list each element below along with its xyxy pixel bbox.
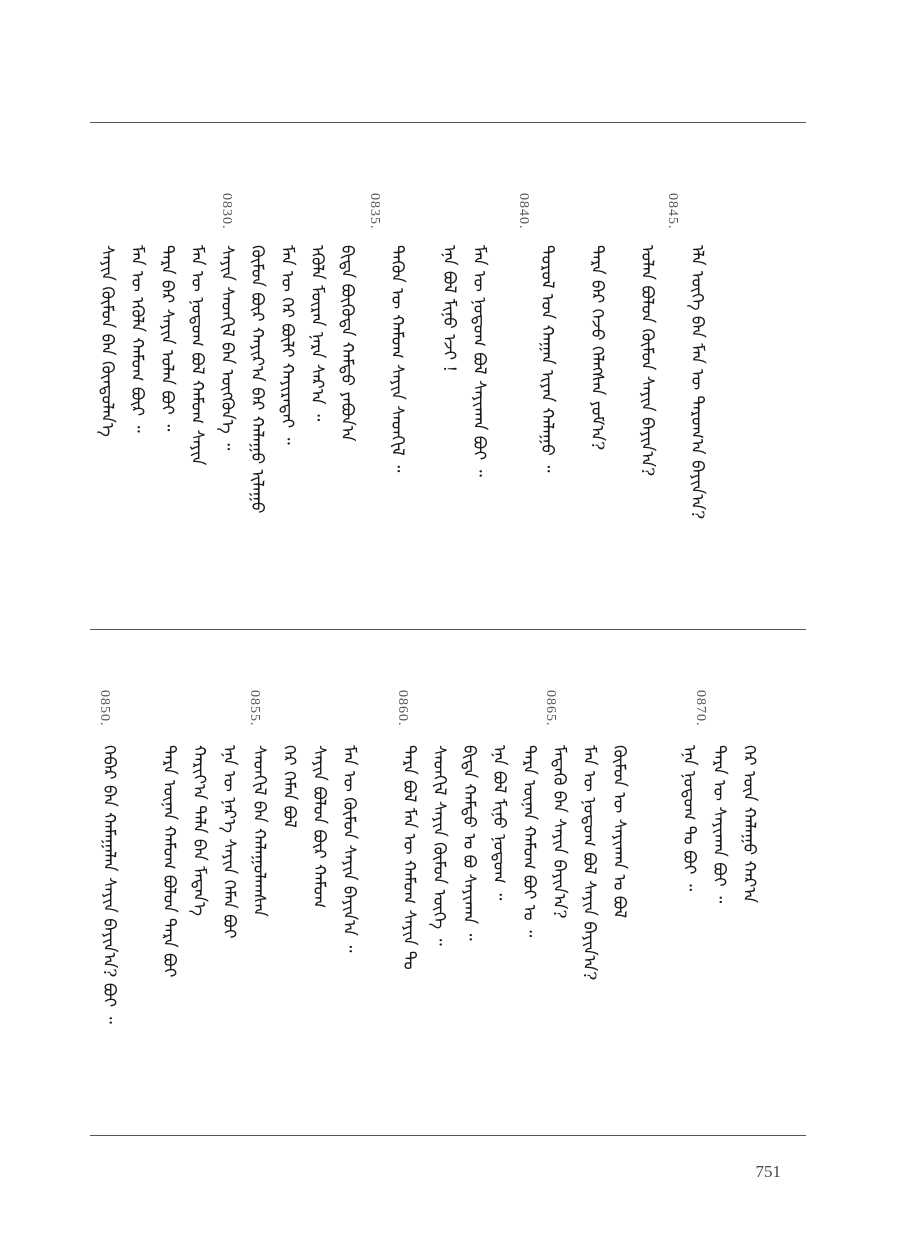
middle-rule [90, 629, 806, 630]
text-column: ᠮᠠᠨ ᠦ ᠡᠭᠦᠯᠡ ᠬᠠᠮᠤᠭ ᠪᠦᠷ ᠃ [127, 245, 147, 433]
text-column: ᠮᠠᠨ ᠦ ᠨᠤᠲᠤᠭ ᠪᠤᠯ ᠰᠠᠶᠢᠬᠠᠨ ᠪᠤᠢ ᠃ [469, 245, 489, 477]
text-column: ᠪᠢᠳᠡ ᠬᠠᠮᠲᠤ ᠣ ᠪᠤ ᠰᠠᠶᠢᠬᠠᠨ ᠃ [459, 745, 479, 941]
text-column: ᠡᠨᠡ ᠦ ᠨᠡᠷ᠎ᠡ ᠰᠠᠶᠢᠨ ᠬᠡᠮᠡᠨ ᠪᠤᠢ [219, 745, 239, 939]
line-number: 0835. [367, 193, 382, 230]
text-column: ᠲᠤᠷᠤᠯ ᠤᠨ ᠬᠠᠭᠠᠨ ᠢᠶᠡᠨ ᠬᠠᠯᠠᠭᠤ ᠃ [537, 245, 557, 473]
text-column: ᠮᠠᠨ ᠦ ᠨᠤᠲᠤᠭ ᠪᠤᠯ ᠰᠠᠶᠢᠨ ᠪᠠᠶᠢᠨ᠎ᠠ? [579, 745, 599, 981]
line-number: 0870. [693, 690, 708, 727]
line-number: 0850. [97, 690, 112, 727]
text-column: ᠬᠠᠷᠢᠶ᠎ᠠ ᠲᠠᠯᠠ ᠪᠠᠨ ᠮᠡᠳᠡᠨ᠎ᠡ [189, 745, 209, 916]
line-number: 0830. [219, 193, 234, 230]
line-number: 0860. [395, 690, 410, 727]
text-column: ᠰᠡᠳᠬᠢᠯ ᠪᠡᠨ ᠬᠠᠯᠠᠭᠤᠯᠠᠭᠰᠠᠨ [249, 745, 269, 917]
text-column: ᠰᠠᠶᠢᠨ ᠬᠥᠮᠦᠨ ᠪᠡᠨ ᠬᠦᠨᠳᠦᠯᠡᠨ᠎ᠡ [97, 245, 117, 437]
text-column: ᠡᠯᠡ ᠦᠭᠡ ᠪᠡᠨ ᠮᠠᠨ ᠦ ᠳᠠᠷᠤᠭ᠎ᠠ ᠪᠠᠶᠢᠨ᠎ᠠ? [687, 245, 707, 520]
top-rule [90, 122, 806, 123]
text-column: ᠮᠠᠨ ᠦ ᠭᠡᠷ ᠪᠦᠯᠢ ᠬᠠᠶᠢᠷᠠᠲᠠᠶ ᠃ [277, 245, 297, 445]
text-column: ᠲᠡᠷᠡ ᠦᠨᠡᠨ ᠬᠠᠮᠤᠭ ᠪᠤᠯᠤᠨ ᠲᠡᠷᠡ ᠪᠤᠢ [159, 745, 179, 978]
text-column: ᠪᠢᠳᠡ ᠪᠦᠭᠦᠳᠡ ᠬᠠᠮᠲᠤ ᠶᠠᠪᠤᠨ᠎ᠠ [337, 245, 357, 442]
text-column: ᠡᠨᠡ ᠨᠤᠲᠤᠭ ᠲᠤ ᠪᠤᠢ ᠃ [679, 745, 699, 892]
text-column: ᠬᠦᠮᠦᠨ ᠦ ᠰᠠᠶᠢᠬᠠᠨ ᠣ ᠪᠤᠯ [609, 745, 629, 919]
text-column: ᠮᠠᠨ ᠦ ᠨᠤᠲᠤᠭ ᠪᠤᠯ ᠬᠠᠮᠤᠭ ᠰᠠᠶᠢᠨ [187, 245, 207, 466]
text-column: ᠡᠨᠡ ᠪᠤᠯ ᠮᠢᠨᠤ ᠨᠤᠲᠤᠭ ᠃ [489, 745, 509, 901]
line-number: 0845. [665, 193, 680, 230]
text-column: ᠰᠡᠳᠬᠢᠯ ᠰᠠᠶᠢᠨ ᠬᠥᠮᠦᠨ ᠦᠭᠡ ᠃ [429, 745, 449, 946]
line-number: 0855. [247, 690, 262, 727]
text-column: ᠲᠡᠷᠡ ᠪᠡᠷ ᠭᠡᠵᠦ ᠬᠡᠯᠡᠭᠰᠡᠨ ᠶᠤᠮ᠎ᠠ? [587, 245, 607, 451]
page-number: 751 [755, 1162, 781, 1181]
text-column: ᠰᠠᠶᠢᠨ ᠰᠡᠳᠬᠢᠯ ᠪᠡᠨ ᠥᠭᠭᠦᠨ᠎ᠡ ᠃ [217, 245, 237, 451]
text-column: ᠬᠡᠪᠡᠷ ᠪᠡᠨ ᠬᠠᠮᠠᠭᠠᠯᠠᠨ ᠰᠠᠶᠢᠨ ᠪᠠᠶᠢᠨ᠎ᠠ? ᠪᠤᠢ ᠃ [99, 745, 119, 1024]
text-column: ᠣᠯᠠᠨ ᠪᠤᠯᠤᠨ ᠬᠥᠮᠦᠨ ᠰᠠᠶᠢᠨ ᠪᠠᠶᠢᠨ᠎ᠠ? [637, 245, 657, 477]
text-column: ᠡᠭᠦᠯᠡ ᠮᠦᠷᠡᠨ ᠨᠠᠷᠠ ᠰᠠᠷ᠎ᠠ ᠃ [307, 245, 327, 422]
bottom-rule [90, 1135, 806, 1136]
text-column: ᠲᠡᠷᠡ ᠪᠡᠷ ᠰᠠᠶᠢᠨ ᠣᠯᠠᠨ ᠪᠤᠢ ᠃ [157, 245, 177, 432]
text-column: ᠬᠦᠮᠦᠨ ᠪᠦᠷ ᠬᠠᠶᠢᠷ᠎ᠠ ᠪᠡᠷ ᠬᠠᠯᠠᠭᠤ ᠢᠯᠠᠭᠤ [247, 245, 267, 514]
text-column: ᠬᠡᠷ ᠦᠨ ᠬᠠᠯᠠᠭᠤ ᠬᠠᠷ᠎ᠠ [739, 745, 759, 904]
text-column: ᠲᠡᠷᠡ ᠪᠤᠯ ᠮᠠᠨ ᠦ ᠬᠠᠮᠤᠭ ᠰᠠᠶᠢᠨ ᠲᠤ [399, 745, 419, 970]
text-column: ᠮᠡᠳᠡᠬᠦ ᠪᠠᠨ ᠰᠠᠶᠢᠨ ᠪᠠᠶᠢᠨ᠎ᠠ? [549, 745, 569, 919]
text-column: ᠰᠠᠶᠢᠨ ᠪᠤᠯᠤᠨ ᠪᠦᠷ ᠬᠠᠮᠤᠭ [309, 745, 329, 909]
text-column: ᠡᠨᠡ ᠪᠤᠯ ᠮᠢᠨᠤ ᠡᠵᠢ ! [439, 245, 459, 373]
text-column: ᠲᠡᠭᠦᠨ ᠦ ᠬᠠᠮᠤᠭ ᠰᠠᠶᠢᠨ ᠰᠡᠳᠬᠢᠯ ᠃ [387, 245, 407, 473]
text-column: ᠬᠡᠷ ᠬᠡᠮᠡᠨ ᠪᠤᠯ [279, 745, 299, 828]
text-column: ᠲᠡᠷᠡ ᠦ ᠰᠠᠶᠢᠬᠠᠨ ᠪᠤᠢ ᠃ [709, 745, 729, 904]
line-number: 0865. [543, 690, 558, 727]
line-number: 0840. [516, 193, 531, 230]
text-column: ᠮᠠᠨ ᠦ ᠬᠦᠮᠦᠨ ᠰᠠᠶᠢᠨ ᠪᠠᠶᠢᠨ᠎ᠠ ᠃ [339, 745, 359, 953]
text-column: ᠲᠡᠷᠡ ᠦᠨᠡᠨ ᠬᠠᠮᠤᠭ ᠪᠤᠢ ᠣ ᠃ [519, 745, 539, 938]
